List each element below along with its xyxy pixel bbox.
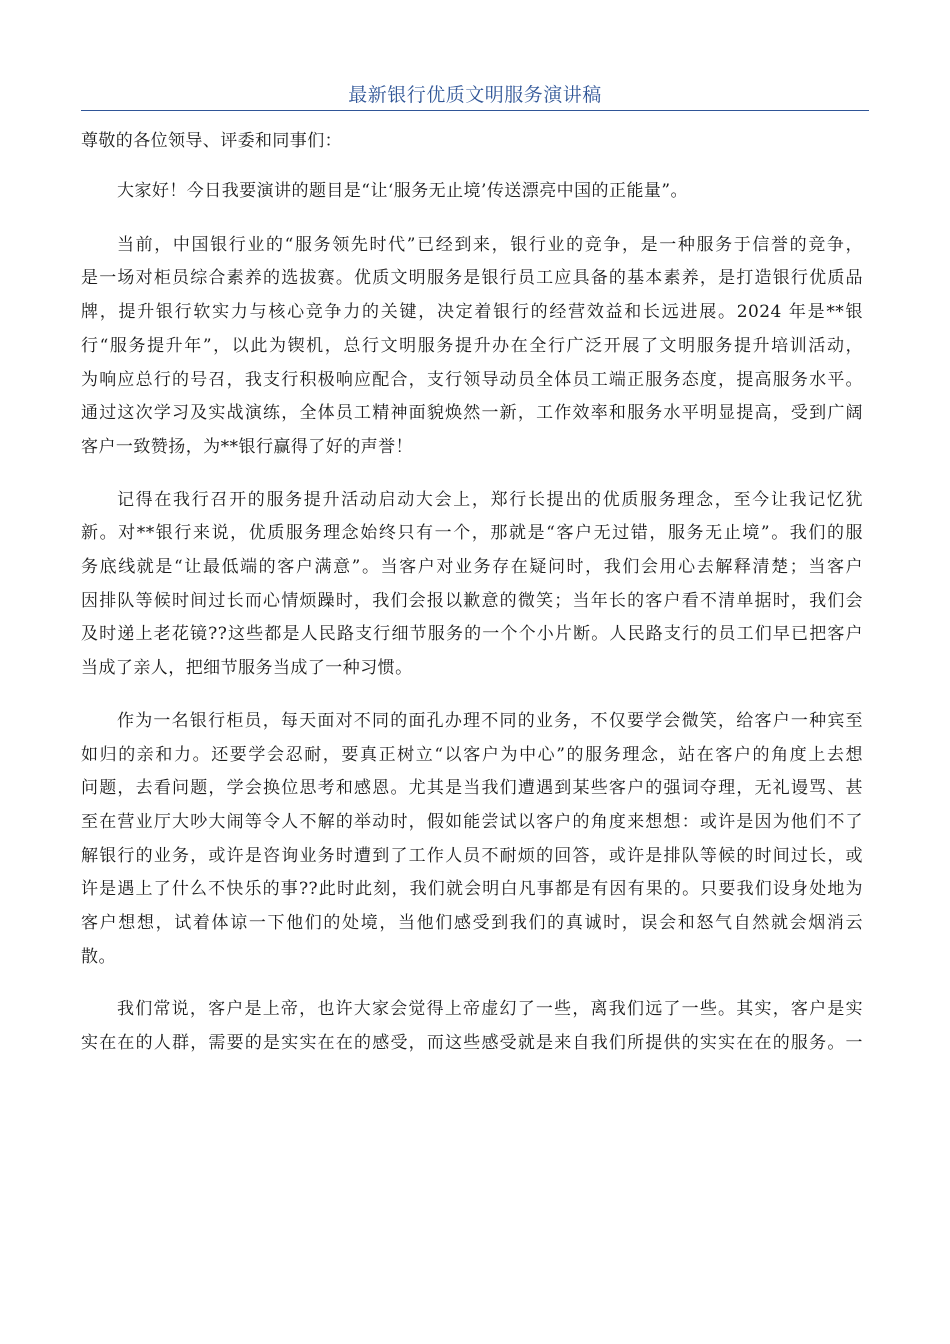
- document-title: 最新银行优质文明服务演讲稿: [348, 84, 602, 106]
- paragraph-line: 解银行的业务，或许是咨询业务时遭到了工作人员不耐烦的回答，或许是排队等候的时间过长，或: [81, 845, 863, 866]
- paragraph-line: 许是遇上了什么不快乐的事??此时此刻，我们就会明白凡事都是有因有果的。只要我们设身处地为: [81, 879, 863, 900]
- paragraph-line: 是一场对柜员综合素养的选拔赛。优质文明服务是银行员工应具备的基本素养，是打造银行优质品: [81, 268, 863, 289]
- paragraph-line: 如归的亲和力。还要学会忍耐，要真正树立“以客户为中心”的服务理念，站在客户的角度上去想: [81, 744, 863, 765]
- paragraph-line: 客户想想，试着体谅一下他们的处境，当他们感受到我们的真诚时，误会和怒气自然就会烟消云: [81, 913, 863, 934]
- paragraph-line: 作为一名银行柜员，每天面对不同的面孔办理不同的业务，不仅要学会微笑，给客户一种宾至: [117, 710, 863, 731]
- paragraph-greeting: [81, 175, 863, 209]
- paragraph-line: 为响应总行的号召，我支行积极响应配合，支行领导动员全体员工端正服务态度，提高服务水平。: [81, 369, 863, 390]
- paragraph-line: 实在在的人群，需要的是实实在在的感受，而这些感受就是来自我们所提供的实实在在的服务。一: [81, 1033, 863, 1054]
- paragraph-line: 当前，中国银行业的“服务领先时代”已经到来，银行业的竞争，是一种服务于信誉的竞争，: [117, 234, 863, 255]
- paragraph-line: 大家好！今日我要演讲的题目是“让‘服务无止境’传送漂亮中国的正能量”。: [117, 181, 688, 201]
- document-body: [81, 127, 863, 1061]
- paragraph-line: 至在营业厅大吵大闹等令人不解的举动时，假如能尝试以客户的角度来想想：或许是因为他们不了: [81, 811, 863, 832]
- paragraph-line: 记得在我行召开的服务提升活动启动大会上，郑行长提出的优质服务理念，至今让我记忆犹: [117, 489, 863, 510]
- salutation: 尊敬的各位领导、评委和同事们：: [81, 131, 342, 151]
- paragraph-service-concept: [81, 484, 863, 686]
- paragraph-teller-role: [81, 705, 863, 975]
- paragraph-line: 通过这次学习及实战演练，全体员工精神面貌焕然一新，工作效率和服务水平明显提高，受到广阔: [81, 403, 863, 424]
- paragraph-line: 新。对**银行来说，优质服务理念始终只有一个，那就是“客户无过错，服务无止境”。我们的服: [81, 523, 863, 544]
- paragraph-line: 问题，去看问题，学会换位思考和感恩。尤其是当我们遭遇到某些客户的强词夺理，无礼谩骂、甚: [81, 778, 863, 799]
- paragraph-line: 当成了亲人，把细节服务当成了一种习惯。: [81, 658, 413, 679]
- paragraph-line: 客户一致赞扬，为**银行赢得了好的声誉！: [81, 436, 413, 457]
- paragraph-line: 行“服务提升年”，以此为锲机，总行文明服务提升办在全行广泛开展了文明服务提升培训活动，: [81, 335, 863, 356]
- paragraph-line: 我们常说，客户是上帝，也许大家会觉得上帝虚幻了一些，离我们远了一些。其实，客户是实: [117, 999, 863, 1020]
- paragraph-background: [81, 229, 863, 465]
- paragraph-line: 务底线就是“让最低端的客户满意”。当客户对业务存在疑问时，我们会用心去解释清楚；当客户: [81, 557, 863, 578]
- paragraph-line: 及时递上老花镜??这些都是人民路支行细节服务的一个个小片断。人民路支行的员工们早已把客户: [81, 624, 863, 645]
- paragraph-line: 因排队等候时间过长而心情烦躁时，我们会报以歉意的微笑；当年长的客户看不清单据时，我们会: [81, 590, 863, 611]
- paragraph-line: 散。: [81, 946, 116, 967]
- paragraph-customer-is-god: [81, 993, 863, 1060]
- paragraph-line: 牌，提升银行软实力与核心竞争力的关键，决定着银行的经营效益和长远进展。2024 年是**银: [81, 302, 863, 323]
- page-header: [81, 80, 869, 111]
